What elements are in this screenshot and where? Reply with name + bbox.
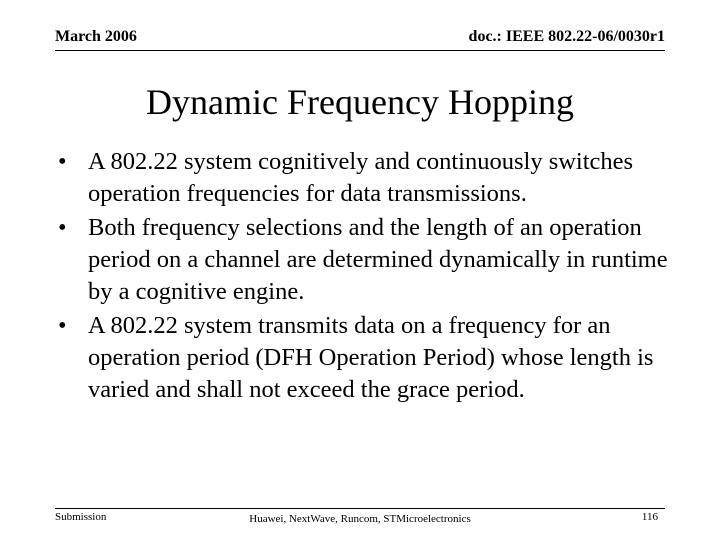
bullet-text: A 802.22 system transmits data on a frequency for an operation period (DFH Operation Period) whose length is varied and shall not exceed the grace period. [88,312,654,403]
bullet-item [58,146,670,210]
footer-authors: Huawei, NextWave, Runcom, STMicroelectronics [249,513,471,525]
bullet-marker: • [58,214,67,241]
bullet-marker: • [58,148,67,175]
bullet-item [58,310,670,406]
footer-divider [55,508,665,509]
header-doc-id: doc.: IEEE 802.22-06/0030r1 [468,28,665,45]
footer-submission: Submission [55,511,107,523]
bullet-text: Both frequency selections and the length of an operation period on a channel are determined dynamically in runtime by a cognitive engine. [88,214,668,305]
header-date: March 2006 [55,28,137,45]
header-divider [55,50,665,51]
slide-title: Dynamic Frequency Hopping [146,82,574,122]
page-number: 116 [641,511,658,523]
bullet-list [58,146,670,408]
bullet-text: A 802.22 system cognitively and continuously switches operation frequencies for data transmissions. [88,148,634,207]
bullet-item [58,212,670,308]
bullet-marker: • [58,312,67,339]
